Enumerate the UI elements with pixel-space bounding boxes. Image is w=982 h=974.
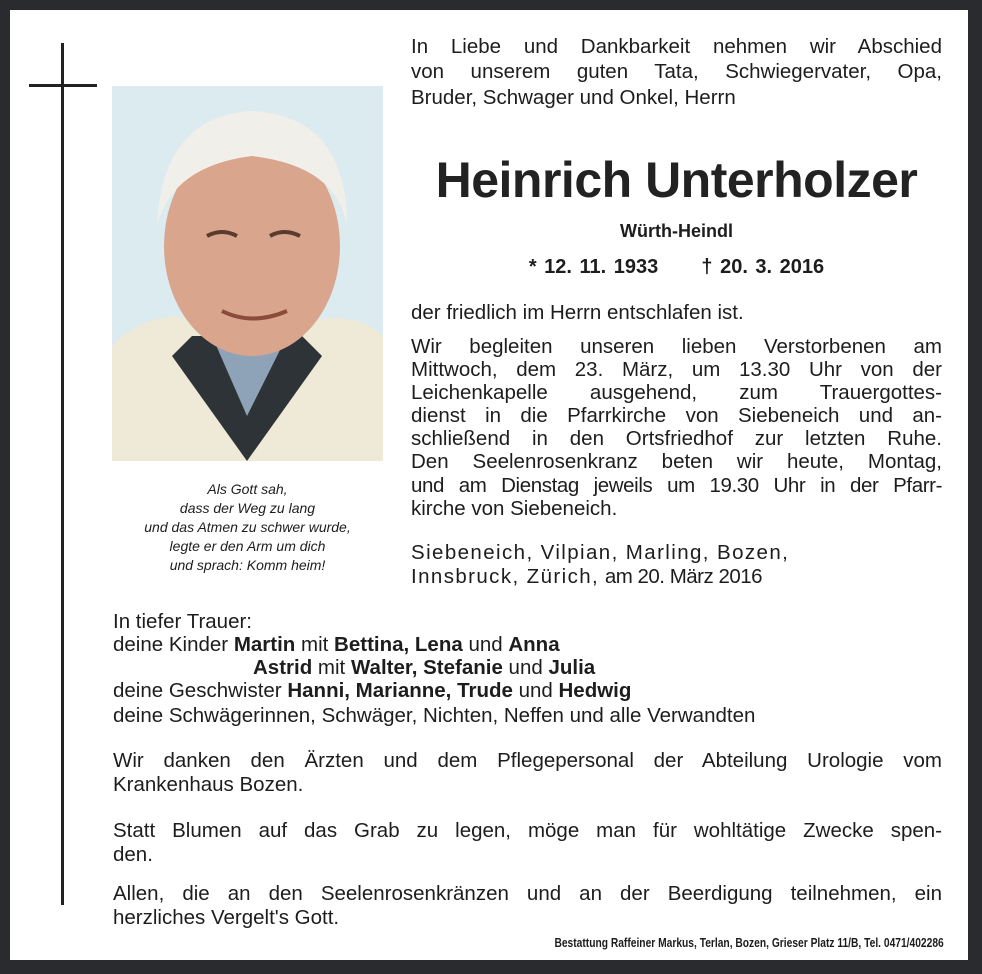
poem-line: und sprach: Komm heim! (169, 557, 326, 573)
places-line (411, 565, 762, 589)
birth-date: * 12. 11. 1933 (528, 256, 659, 278)
funeral-line: und am Dienstag jeweils um 19.30 Uhr in der Pfarr- (411, 474, 942, 497)
flowers-line: den. (113, 843, 153, 866)
poem-line: dass der Weg zu lang (179, 500, 316, 516)
name: Hanni, Marianne, Trude (287, 679, 513, 702)
passed-text: der friedlich im Herrn entschlafen ist. (411, 301, 744, 324)
poem-line: legte er den Arm um dich (169, 538, 326, 554)
text: und (512, 679, 559, 702)
closing-line: Allen, die an den Seelenrosenkränzen und an der Beerdigung teilnehmen, ein (113, 882, 942, 905)
cross-icon (61, 43, 64, 905)
funeral-line: kirche von Siebeneich. (411, 497, 618, 520)
places-line: Siebeneich, Vilpian, Marling, Bozen, (411, 541, 790, 564)
name: Walter, Stefanie (350, 656, 503, 679)
name: Martin (233, 633, 296, 656)
intro-line: In Liebe und Dankbarkeit nehmen wir Abschied (411, 35, 942, 58)
cross-icon-bar (29, 84, 97, 87)
life-dates (411, 256, 942, 279)
poem (105, 480, 390, 575)
intro-line: von unserem guten Tata, Schwiegervater, Opa, (411, 60, 942, 83)
name: Astrid (253, 656, 313, 679)
name: Anna (508, 633, 560, 656)
intro-line: Bruder, Schwager und Onkel, Herrn (411, 86, 736, 109)
funeral-line: Wir begleiten unseren lieben Verstorbenen am (411, 335, 942, 358)
closing-line: herzliches Vergelt's Gott. (113, 906, 340, 929)
text: mit (295, 633, 335, 656)
portrait-photo (112, 86, 383, 461)
name: Bettina, Lena (334, 633, 463, 656)
poem-line: und das Atmen zu schwer wurde, (144, 519, 351, 535)
funeral-line: dienst in die Pfarrkirche von Siebeneich und an- (411, 404, 942, 427)
mourners-children (113, 633, 560, 657)
places-text: Innsbruck, Zürich, (411, 565, 600, 588)
thanks-line: Krankenhaus Bozen. (113, 773, 304, 796)
thanks-line: Wir danken den Ärzten und dem Pflegepersonal der Abteilung Urologie vom (113, 749, 942, 772)
mourners-children-2 (253, 656, 595, 680)
name: Hedwig (558, 679, 632, 702)
text: und (462, 633, 509, 656)
text: mit (312, 656, 351, 679)
nickname: Würth-Heindl (620, 221, 733, 241)
mourners-siblings (113, 679, 631, 703)
flowers-line: Statt Blumen auf das Grab zu legen, möge man für wohltätige Zwecke spen- (113, 819, 942, 842)
mourners-heading: In tiefer Trauer: (113, 610, 253, 633)
death-date: † 20. 3. 2016 (701, 256, 825, 278)
name: Julia (548, 656, 596, 679)
funeral-line: Mittwoch, dem 23. März, um 13.30 Uhr von der (411, 358, 942, 381)
funeral-home-footer: Bestattung Raffeiner Markus, Terlan, Bozen, Grieser Platz 11/B, Tel. 0471/402286 (554, 936, 944, 950)
text: und (502, 656, 549, 679)
funeral-line: Den Seelenrosenkranz beten wir heute, Montag, (411, 450, 942, 473)
poem-line: Als Gott sah, (207, 481, 288, 497)
funeral-line: Leichenkapelle ausgehend, zum Trauergottes- (411, 381, 942, 404)
funeral-line: schließend in den Ortsfriedhof zur letzten Ruhe. (411, 427, 942, 450)
text: deine Kinder (113, 633, 234, 656)
mourners-others: deine Schwägerinnen, Schwäger, Nichten, Neffen und alle Verwandten (113, 704, 756, 727)
deceased-name: Heinrich Unterholzer (435, 152, 918, 208)
place-date: am 20. März 2016 (604, 565, 763, 588)
text: deine Geschwister (113, 679, 288, 702)
